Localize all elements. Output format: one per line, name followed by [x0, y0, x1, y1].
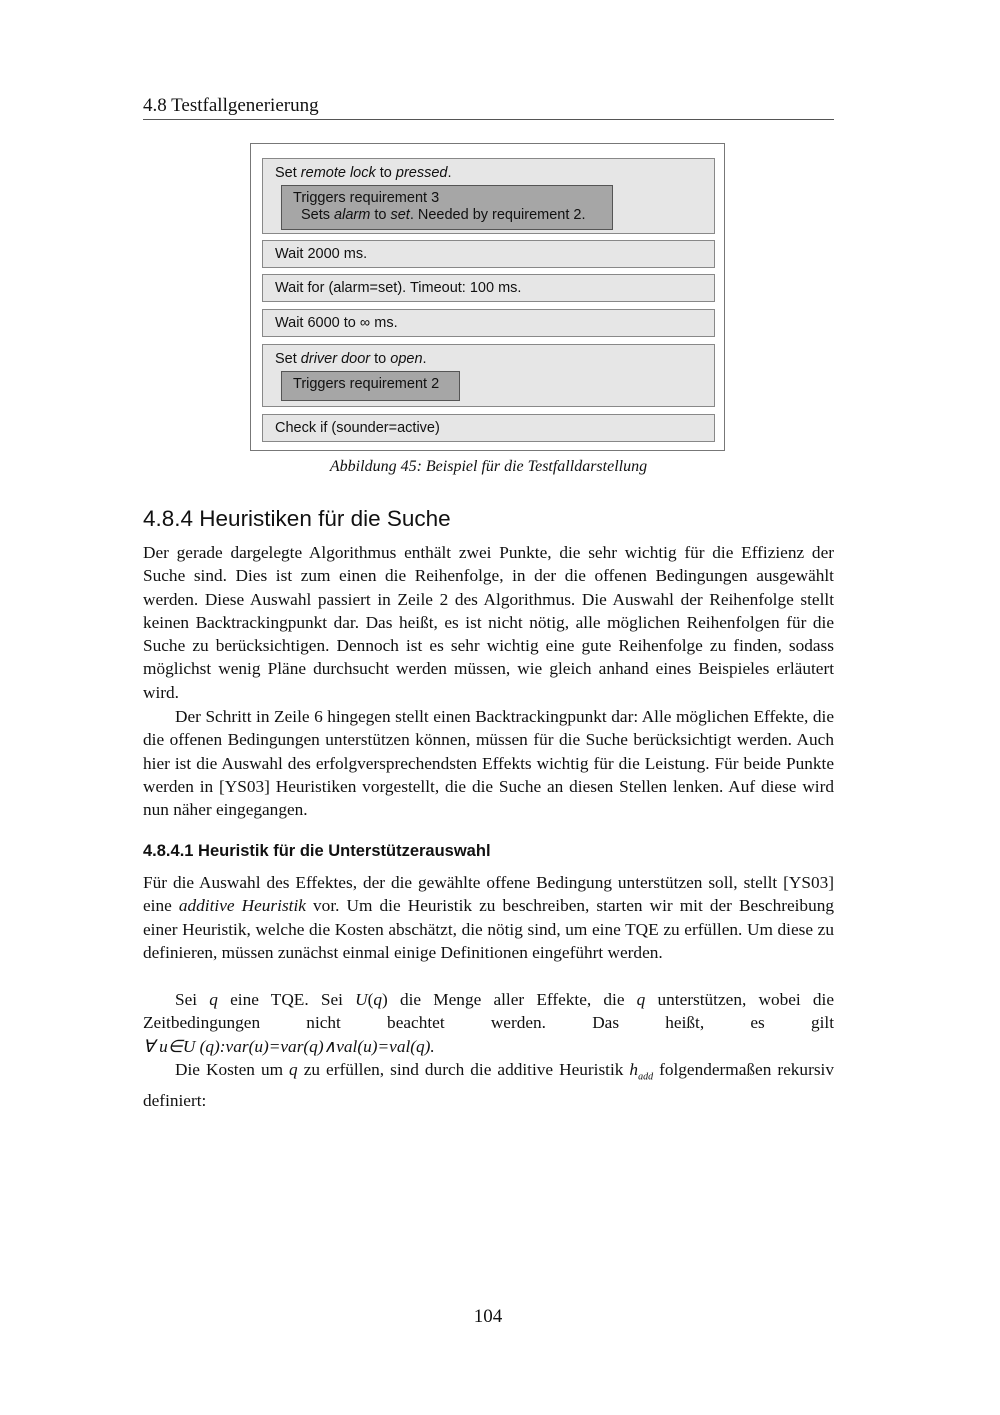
trigger-detail: Sets alarm to set. Needed by requirement 2. — [301, 207, 586, 223]
step-set-driver-door — [262, 344, 715, 407]
page-number: 104 — [473, 1306, 503, 1327]
formula: ∀ u∈U (q):var(u)=var(q)∧val(u)=val(q). — [143, 1037, 435, 1056]
step-wait-6000: Wait 6000 to ∞ ms. — [262, 309, 715, 337]
step-wait-for-alarm: Wait for (alarm=set). Timeout: 100 ms. — [262, 274, 715, 302]
paragraph: Der Schritt in Zeile 6 hingegen stellt einen Backtrackingpunkt dar: Alle möglichen Effekte, die die offenen Bedingungen unterstützen können, müssen für die Suche berücksichtigt werden. Auch hier ist die Auswahl des erfolgversprechendsten Effekts wichtig für die Leistung. Für beide Punkte werden in [YS03] Heuristiken vorgestellt, die die Suche an diesen Stellen lenken. Auf diese wird nun näher eingegangen. — [143, 707, 834, 820]
running-header: 4.8 Testfallgenerierung — [143, 94, 834, 120]
step-check-sounder: Check if (sounder=active) — [262, 414, 715, 442]
figure-caption: Abbildung 45: Beispiel für die Testfalldarstellung — [329, 458, 648, 475]
step-text: Set driver door to open. — [275, 351, 427, 367]
paragraph: Sei q eine TQE. Sei U(q) die Menge aller Effekte, die q unterstützen, wobei die Zeitbedingungen nicht beachtet werden. Das heißt, es gilt — [143, 990, 834, 1033]
step-text: Set remote lock to pressed. — [275, 165, 452, 181]
step-set-remote-lock — [262, 158, 715, 234]
trigger-line: Triggers requirement 3 — [293, 190, 440, 206]
subsection-heading: 4.8.4.1 Heuristik für die Unterstützerauswahl — [143, 842, 491, 860]
paragraph: Der gerade dargelegte Algorithmus enthält zwei Punkte, die sehr wichtig für die Effizienz der Suche sind. Dies ist zum einen die Reihenfolge, in der die offenen Bedingungen ausgewählt werden. Diese Auswahl passiert in Zeile 2 des Algorithmus. Die Auswahl der Reihenfolge stellt keinen Backtrackingpunkt dar. Das heißt, es ist nicht nötig, alle möglichen Reihenfolgen für die Suche zu berücksichtigen. Dennoch ist es sehr wichtig eine gute Reihenfolge zu finden, sodass möglichst wenig Pläne durchsucht werden müssen, wie gleich anhand eines Beispieles erläutert wird. — [143, 543, 834, 702]
trigger-box — [281, 185, 613, 230]
paragraph: Die Kosten um q zu erfüllen, sind durch die additive Heuristik $h_{add}$ folgendermaßen rekursiv definiert: — [143, 1060, 834, 1110]
step-wait-2000: Wait 2000 ms. — [262, 240, 715, 268]
paragraph: Für die Auswahl des Effektes, der die gewählte offene Bedingung unterstützen soll, stellt [YS03] eine additive Heuristik vor. Um die Heuristik zu beschreiben, starten wir mit der Beschreibung einer Heuristik, welche die Kosten abschätzt, die nötig sind, um eine TQE zu erfüllen. Um diese zu definieren, müssen zunächst einmal einige Definitionen eingeführt werden. — [143, 873, 834, 962]
section-heading: 4.8.4 Heuristiken für die Suche — [143, 506, 451, 531]
test-case-figure — [250, 143, 725, 451]
trigger-box: Triggers requirement 2 — [281, 371, 460, 401]
